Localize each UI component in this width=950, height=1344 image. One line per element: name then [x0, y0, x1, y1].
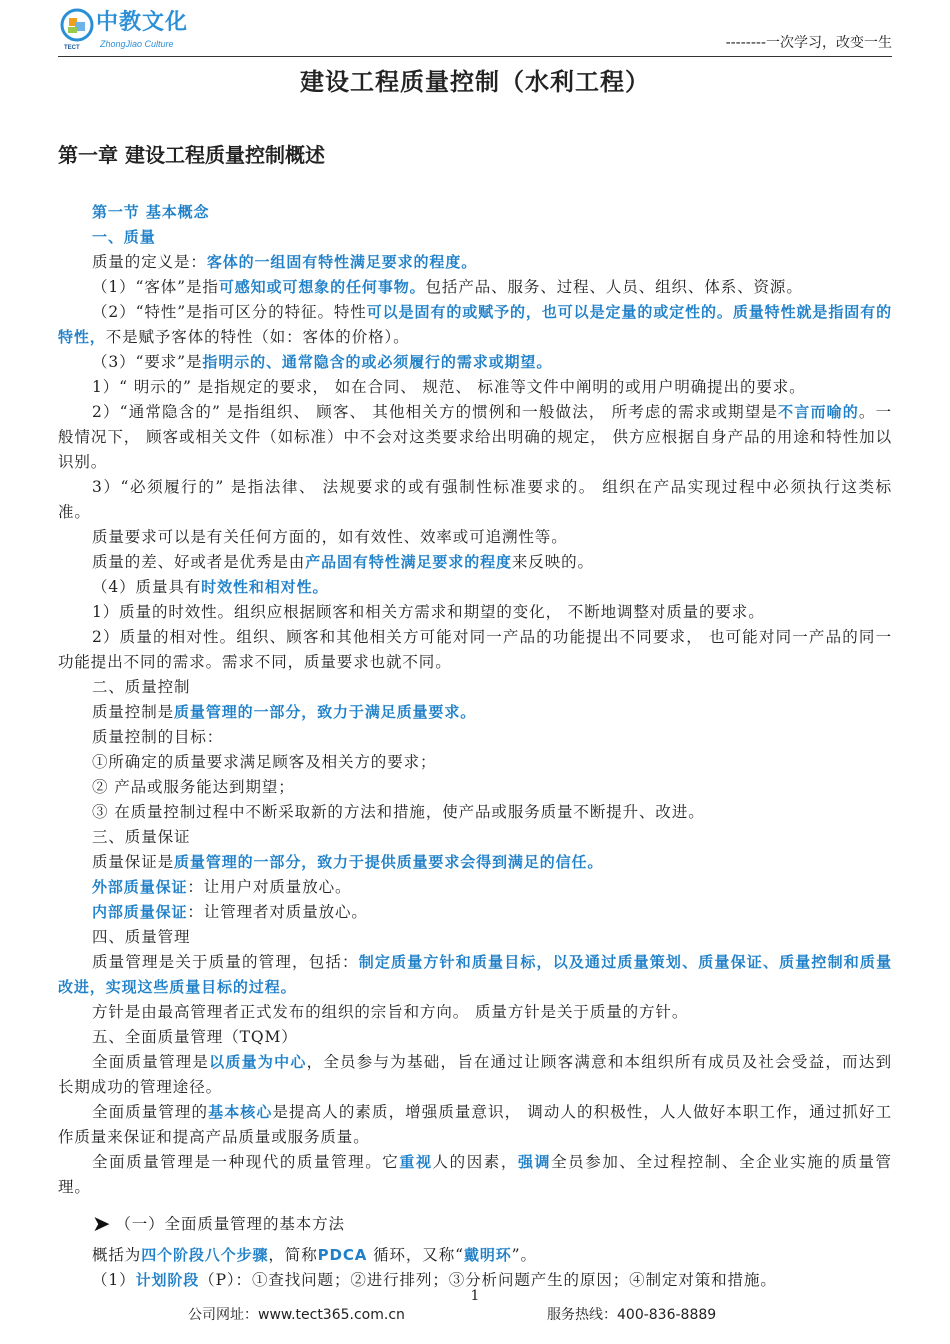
highlighted-text: 内部质量保证: [92, 903, 188, 921]
paragraph: [58, 350, 892, 375]
document-title: 建设工程质量控制（水利工程）: [300, 68, 650, 96]
text-segment: 质量控制的目标：: [92, 728, 224, 746]
text-segment: 概括为: [92, 1246, 142, 1264]
text-segment: ”。: [511, 1246, 537, 1264]
text-segment: （2）“特性”是指可区分的特征。特性: [92, 303, 367, 321]
paragraph: [58, 525, 892, 550]
text-segment: 三、质量保证: [92, 828, 191, 846]
paragraph: [58, 900, 892, 925]
text-segment: 一、质量: [92, 228, 156, 246]
paragraph: [58, 250, 892, 275]
highlighted-text: 四个阶段八个步骤: [141, 1246, 269, 1264]
paragraph: [58, 750, 892, 775]
highlighted-text: 质量管理的一部分，致力于满足质量要求。: [174, 703, 477, 721]
paragraph: [58, 1243, 892, 1268]
paragraph: [58, 950, 892, 1000]
text-segment: 2）“通常隐含的” 是指组织、 顾客、 其他相关方的惯例和一般做法， 所考虑的需求或期望是: [92, 403, 779, 421]
text-segment: 全员参加、全过程控制、全企业实施的质量管理。: [58, 1153, 892, 1196]
highlighted-text: 不言而喻的: [778, 403, 859, 421]
paragraph: [58, 775, 892, 800]
highlighted-text: 客体的一组固有特性满足要求的程度。: [206, 253, 478, 271]
highlighted-text: 外部质量保证: [92, 878, 188, 896]
paragraph: [58, 925, 892, 950]
highlighted-text: 制定质量方针和质量目标，以及通过质量策划、质量保证、质量控制和质量改进，实现这些质量目标的过程。: [58, 953, 892, 996]
text-segment: 五、全面质量管理（TQM）: [92, 1028, 298, 1046]
text-segment: 质量的差、好或者是优秀是由: [92, 553, 306, 571]
highlighted-text: 计划阶段: [135, 1271, 200, 1289]
paragraph: [58, 675, 892, 700]
paragraph: [58, 300, 892, 350]
text-segment: 3）“必须履行的” 是指法律、 法规要求的或有强制性标准要求的。 组织在产品实现过程中必须执行这类标准。: [58, 478, 892, 521]
highlighted-text: 重视: [399, 1153, 433, 1171]
footer-website: 公司网址：www.tect365.com.cn: [188, 1307, 405, 1323]
text-segment: （一）全面质量管理的基本方法: [115, 1215, 345, 1233]
paragraph: [58, 1100, 892, 1150]
header-divider: [58, 56, 892, 57]
logo-chinese-name: 中教文化: [96, 10, 189, 35]
globe-logo-icon: [60, 8, 94, 42]
text-segment: 全面质量管理是: [92, 1053, 210, 1071]
text-segment: ③ 在质量控制过程中不断采取新的方法和措施，使产品或服务质量不断提升、改进。: [92, 803, 705, 821]
highlighted-text: 以质量为中心: [209, 1053, 307, 1071]
text-segment: ①所确定的质量要求满足顾客及相关方的要求；: [92, 753, 437, 771]
text-segment: （4）质量具有: [92, 578, 202, 596]
text-segment: ：让管理者对质量放心。: [187, 903, 368, 921]
paragraph: [58, 1150, 892, 1200]
paragraph: [58, 850, 892, 875]
text-segment: 2）质量的相对性。组织、顾客和其他相关方可能对同一产品的功能提出不同要求， 也可能对同一产品的同一功能提出不同的需求。需求不同，质量要求也就不同。: [58, 628, 892, 671]
highlighted-text: 强调: [517, 1153, 552, 1171]
text-segment: 1）“ 明示的” 是指规定的要求， 如在合同、 规范、 标准等文件中阐明的或用户明确提出的要求。: [92, 378, 806, 396]
text-segment: 包括产品、服务、过程、人员、组织、体系、资源。: [425, 278, 803, 296]
text-segment: ，简称: [268, 1246, 318, 1264]
paragraph: [58, 1000, 892, 1025]
highlighted-text: 可感知或可想象的任何事物。: [218, 278, 426, 296]
highlighted-text: 可以是固有的或赋予的，也可以是定量的或定性的。质量特性就是指固有的特性，: [58, 303, 892, 346]
paragraph: [58, 1050, 892, 1100]
highlighted-text: 产品固有特性满足要求的程度: [305, 553, 512, 571]
text-segment: 是提高人的素质，增强质量意识， 调动人的积极性，人人做好本职工作，通过抓好工作质量来保证和提高产品质量或服务质量。: [58, 1103, 892, 1146]
text-segment: 来反映的。: [511, 553, 594, 571]
text-segment: 。一般情况下， 顾客或相关文件（如标准）中不会对这类要求给出明确的规定， 供方应根据自身产品的用途和特性加以识别。: [58, 403, 892, 471]
highlighted-text: 时效性和相对性。: [201, 578, 329, 596]
paragraph: [58, 400, 892, 475]
paragraph: [58, 575, 892, 600]
text-segment: （1）“客体”是指: [92, 278, 219, 296]
section-heading: [58, 225, 892, 250]
section-heading: [58, 200, 892, 225]
text-segment: ② 产品或服务能达到期望；: [92, 778, 295, 796]
paragraph: [58, 625, 892, 675]
logo-english-name: ZhongJiao Culture: [100, 39, 174, 49]
paragraph: [58, 600, 892, 625]
subsection-heading: [58, 1212, 892, 1237]
footer-hotline: 服务热线：400-836-8889: [547, 1307, 717, 1323]
text-segment: 第一节 基本概念: [92, 203, 210, 221]
text-segment: ，全员参与为基础，旨在通过让顾客满意和本组织所有成员及社会受益，而达到长期成功的管理途径。: [58, 1053, 892, 1096]
paragraph: [58, 1025, 892, 1050]
text-segment: 质量保证是: [92, 853, 175, 871]
text-segment: ：让用户对质量放心。: [187, 878, 352, 896]
text-segment: 循环，又称“: [367, 1246, 464, 1264]
paragraph: [58, 275, 892, 300]
paragraph: [58, 875, 892, 900]
text-segment: 质量控制是: [92, 703, 175, 721]
page-number: 1: [470, 1288, 480, 1304]
text-segment: 人的因素，: [432, 1153, 518, 1171]
text-segment: 四、质量管理: [92, 928, 191, 946]
document-body: [58, 200, 892, 1293]
highlighted-text: 质量管理的一部分，致力于提供质量要求会得到满足的信任。: [174, 853, 604, 871]
highlighted-text: 戴明环: [463, 1246, 512, 1264]
paragraph: [58, 375, 892, 400]
text-segment: 质量要求可以是有关任何方面的，如有效性、效率或可追溯性等。: [92, 528, 568, 546]
text-segment: 二、质量控制: [92, 678, 191, 696]
highlighted-text: 基本核心: [208, 1103, 273, 1121]
paragraph: [58, 800, 892, 825]
text-segment: 质量管理是关于质量的管理，包括：: [92, 953, 359, 971]
paragraph: [58, 700, 892, 725]
highlighted-text: 指明示的、通常隐含的或必须履行的需求或期望。: [202, 353, 553, 371]
text-segment: （1）: [92, 1271, 136, 1289]
highlighted-text: PDCA: [317, 1246, 368, 1264]
header-tagline: --------一次学习，改变一生: [725, 35, 892, 51]
paragraph: [58, 550, 892, 575]
chapter-heading: 第一章 建设工程质量控制概述: [58, 143, 325, 167]
text-segment: 1）质量的时效性。组织应根据顾客和相关方需求和期望的变化， 不断地调整对质量的要求。: [92, 603, 765, 621]
text-segment: 质量的定义是：: [92, 253, 207, 271]
paragraph: [58, 825, 892, 850]
arrow-bullet-icon: ➤: [92, 1212, 112, 1237]
paragraph: [58, 475, 892, 525]
text-segment: （P）：①查找问题；②进行排列；③分析问题产生的原因；④制定对策和措施。: [199, 1271, 777, 1289]
text-segment: 全面质量管理的: [92, 1103, 209, 1121]
company-logo: [60, 8, 195, 52]
text-segment: 不是赋予客体的特性（如：客体的价格）。: [105, 328, 410, 346]
paragraph: [58, 725, 892, 750]
text-segment: 方针是由最高管理者正式发布的组织的宗旨和方向。 质量方针是关于质量的方针。: [92, 1003, 689, 1021]
text-segment: 全面质量管理是一种现代的质量管理。它: [92, 1153, 400, 1171]
logo-abbr: TECT: [64, 45, 80, 51]
text-segment: （3）“要求”是: [92, 353, 203, 371]
